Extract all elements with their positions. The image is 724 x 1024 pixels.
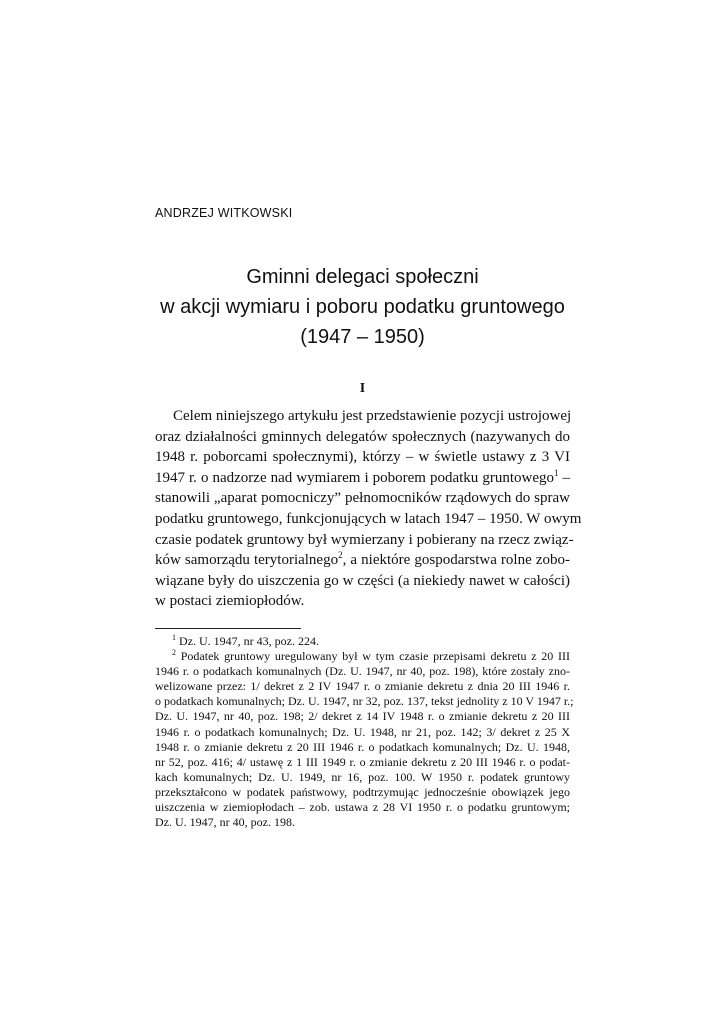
footnote-line: o podatkach komunalnych; Dz. U. 1947, nr 32, poz. 137, tekst jednolity z 10 V 1947 r.; <box>155 694 574 709</box>
paragraph-line: podatku gruntowego, funkcjonujących w latach 1947 – 1950. W owym <box>155 510 582 527</box>
footnote-line: przekształcono w podatek państwowy, podtrzymując jednocześnie obowiązek jego <box>155 784 570 799</box>
paragraph-line <box>155 550 570 571</box>
paragraph-line: wiązane były do uiszczenia go w części (a niekiedy nawet w całości) <box>155 572 570 589</box>
footnote-text: Dz. U. 1947, nr 43, poz. 224. <box>176 634 319 648</box>
paragraph-line: oraz działalności gminnych delegatów społecznych (nazywanych do <box>155 428 570 445</box>
footnote-separator <box>155 628 301 629</box>
footnote-line: 1946 r. o podatkach komunalnych; Dz. U. 1948, nr 21, poz. 142; 3/ dekret z 25 X <box>155 724 570 739</box>
line-text: ków samorządu terytorialnego <box>155 552 339 569</box>
title-line: (1947 – 1950) <box>300 326 425 348</box>
footnote-2 <box>155 649 570 664</box>
footnote-line: Dz. U. 1947, nr 40, poz. 198; 2/ dekret z 14 IV 1948 r. o zmianie dekretu z 20 III <box>155 709 570 724</box>
paragraph-line: czasie podatek gruntowy był wymierzany i pobierany na rzecz związ- <box>155 531 574 548</box>
footnote-line: 1946 r. o podatkach komunalnych (Dz. U. 1947, nr 40, poz. 198), które zostały zno- <box>155 664 570 679</box>
title-line: w akcji wymiaru i poboru podatku gruntowego <box>160 296 565 318</box>
footnotes <box>155 633 574 830</box>
footnote-line: 1948 r. o zmianie dekretu z 20 III 1946 r. o podatkach komunalnych; Dz. U. 1948, <box>155 739 570 754</box>
footnote-number: 2 <box>172 648 176 658</box>
footnote-1 <box>155 634 570 649</box>
body-paragraph <box>155 406 582 612</box>
footnote-number: 1 <box>172 633 176 642</box>
footnote-line: nr 52, poz. 416; 4/ ustawę z 1 III 1949 r. o zmianie dekretu z 20 III 1946 r. o podat- <box>155 754 570 769</box>
footnote-ref[interactable]: 1 <box>553 467 559 478</box>
author-name: ANDRZEJ WITKOWSKI <box>155 206 293 220</box>
paragraph-line: 1948 r. poborcami społecznymi), którzy – w świetle ustawy z 3 VI <box>155 449 570 466</box>
section-number: I <box>359 381 366 396</box>
line-text: , a niektóre gospodarstwa rolne zobo- <box>342 552 570 569</box>
title-line: Gminni delegaci społeczni <box>246 266 479 288</box>
paragraph-line: Celem niniejszego artykułu jest przedstawienie pozycji ustrojowej <box>173 408 572 424</box>
line-text: 1947 r. o nadzorze nad wymiarem i poborem podatku gruntowego <box>155 469 554 486</box>
line-text: – <box>558 469 571 486</box>
footnote-line: kach komunalnych; Dz. U. 1949, nr 16, poz. 100. W 1950 r. podatek gruntowy <box>155 769 570 784</box>
footnote-line: uiszczenia w ziemiopłodach – zob. ustawa z 28 VI 1950 r. o podatku gruntowym; <box>155 800 570 815</box>
footnote-line: welizowane przez: 1/ dekret z 2 IV 1947 r. o zmianie dekretu z dnia 20 III 1946 r. <box>155 679 570 694</box>
article-title <box>140 262 585 352</box>
paragraph-line <box>155 468 570 489</box>
footnote-text: Podatek gruntowy uregulowany był w tym czasie przepisami dekretu z 20 III <box>176 649 570 664</box>
paragraph-line: stanowili „aparat pomocniczy” pełnomocników rządowych do spraw <box>155 490 570 507</box>
footnote-ref[interactable]: 2 <box>338 550 343 561</box>
footnote-line: Dz. U. 1947, nr 40, poz. 198. <box>155 815 295 830</box>
paragraph-line: w postaci ziemiopłodów. <box>155 593 305 610</box>
